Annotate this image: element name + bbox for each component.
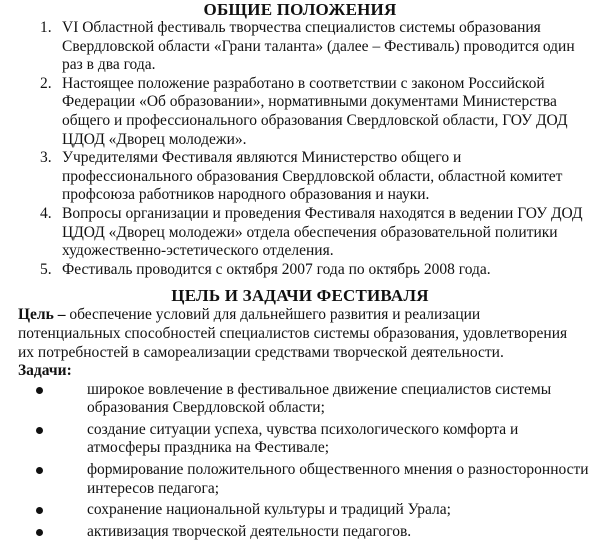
list-item <box>0 149 600 205</box>
section-title-general: ОБЩИЕ ПОЛОЖЕНИЯ <box>203 0 397 19</box>
bullet-icon <box>36 467 43 474</box>
item-text: VI Областной фестиваль творчества специалистов системы образования Свердловской области «Грани таланта» (далее – Фестиваль) проводится один раз в два года. <box>62 19 575 74</box>
tasks-list <box>0 381 600 541</box>
bullet-icon <box>36 387 43 394</box>
item-number: 4. <box>40 204 52 222</box>
list-item <box>0 261 600 280</box>
bullet-icon <box>36 427 43 434</box>
goal-text: обеспечение условий для дальнейшего развития и реализации потенциальных способностей специалистов системы образования, удовлетворения их потребностей в самореализации средствами творческой деятельности. <box>18 306 568 361</box>
list-item <box>0 205 600 261</box>
list-item <box>0 381 600 418</box>
goal-paragraph <box>0 306 600 362</box>
general-provisions-list <box>0 19 600 279</box>
item-text: Фестиваль проводится с октября 2007 года по октябрь 2008 года. <box>62 260 491 278</box>
item-number: 5. <box>40 260 52 278</box>
item-number: 1. <box>40 19 52 36</box>
item-text: Настоящее положение разработано в соответствии с законом Российской Федерации «Об образовании», нормативными документами Министерства общего и профессионального образования Свердловской области, ГОУ ДОД ЦДОД «Дворец молодежи». <box>62 74 568 148</box>
tasks-label: Задачи: <box>18 362 72 380</box>
goal-label: Цель – <box>18 306 66 324</box>
task-text: формирование положительного общественного мнения о разносторонности интересов педагога; <box>87 461 589 497</box>
list-item <box>0 421 600 458</box>
item-number: 3. <box>40 149 52 167</box>
item-text: Вопросы организации и проведения Фестиваля находятся в ведении ГОУ ДОД ЦДОД «Дворец молодежи» отдела обеспечения образовательной политики художественно-эстетического отделения. <box>62 204 583 260</box>
bullet-icon <box>36 507 43 514</box>
list-item <box>0 75 600 149</box>
list-item <box>0 19 600 75</box>
item-text: Учредителями Фестиваля являются Министерство общего и профессионального образования Свердловской области, областной комитет профсоюза работников народного образования и науки. <box>62 149 563 204</box>
list-item <box>0 461 600 498</box>
task-text: активизация творческой деятельности педагогов. <box>87 522 412 540</box>
task-text: создание ситуации успеха, чувства психологического комфорта и атмосферы праздника на Фестивале; <box>87 420 519 457</box>
list-item <box>0 523 600 541</box>
bullet-icon <box>36 529 43 536</box>
list-item <box>0 501 600 520</box>
section-title-goals: ЦЕЛЬ И ЗАДАЧИ ФЕСТИВАЛЯ <box>171 286 429 306</box>
item-number: 2. <box>40 74 52 92</box>
task-text: широкое вовлечение в фестивальное движение специалистов системы образования Свердловской области; <box>87 380 552 417</box>
task-text: сохранение национальной культуры и традиций Урала; <box>87 501 451 519</box>
